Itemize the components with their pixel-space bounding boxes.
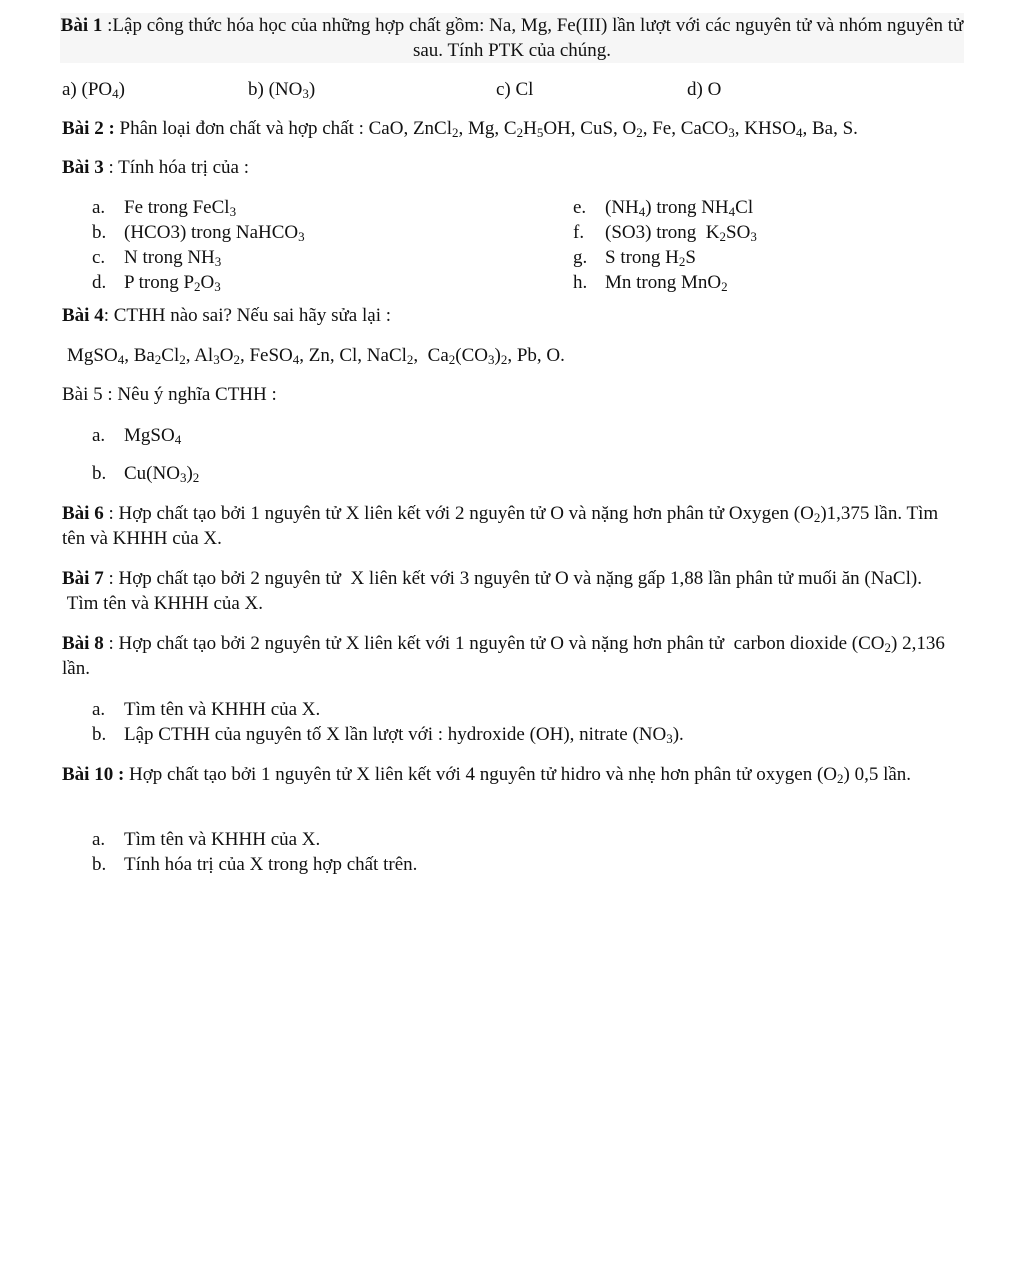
exercise-1-option-c: c) Cl bbox=[496, 79, 534, 100]
exercise-3-title: Bài 3 bbox=[62, 157, 104, 178]
exercise-7 bbox=[62, 566, 962, 616]
exercise-2-text: Phân loại đơn chất và hợp chất : CaO, ZnCl$_2$, Mg, $C_2H_5OH$, CuS, $O_2$, Fe, CaCO$_3$, $KHSO_4$, Ba, S. bbox=[114, 118, 858, 140]
exercise-3-item-g: g. S trong $H_2S$ bbox=[573, 247, 696, 269]
exercise-8-item-a: a. Tìm tên và KHHH của X. bbox=[92, 699, 321, 720]
exercise-3-item-a: a. Fe trong FeCl$_3$ bbox=[92, 197, 237, 219]
exercise-1-option-d: d) O bbox=[687, 79, 722, 100]
exercise-4-text: : CTHH nào sai? Nếu sai hãy sửa lại : bbox=[103, 305, 392, 326]
exercise-3-item-e: e. $(NH_4)$ trong $NH_4Cl$ bbox=[573, 197, 754, 219]
exercise-1 bbox=[60, 13, 964, 63]
exercise-8-text: : Hợp chất tạo bởi 2 nguyên tử X liên kết với 1 nguyên tử O và nặng hơn phân tử carbon dioxide $(CO_2)$ 2,136 lần. bbox=[62, 633, 945, 679]
exercise-5-item-a: a. MgSO$_4$ bbox=[92, 425, 182, 447]
exercise-2-title: Bài 2 : bbox=[62, 118, 115, 139]
exercise-8-title: Bài 8 bbox=[62, 633, 104, 654]
exercise-7-title: Bài 7 bbox=[62, 568, 104, 589]
exercise-3-item-h: h. Mn trong MnO$_2$ bbox=[573, 272, 728, 294]
exercise-3-item-b: b. (HCO3) trong NaHCO$_3$ bbox=[92, 222, 305, 244]
exercise-10-item-b: b. Tính hóa trị của X trong hợp chất trên. bbox=[92, 854, 418, 875]
exercise-5: Bài 5 : Nêu ý nghĩa CTHH : bbox=[62, 384, 277, 405]
exercise-3 bbox=[62, 155, 962, 180]
exercise-3-item-f: f. (SO3) trong $K_2SO_3$ bbox=[573, 222, 757, 244]
exercise-4-formulas: MgSO$_4$, $Ba_2Cl_2$, $Al_3O_2$, FeSO$_4$, Zn, Cl, NaCl$_2$, $Ca_2(CO_3)_2$, Pb, O. bbox=[67, 345, 565, 367]
exercise-10-title: Bài 10 : bbox=[62, 764, 125, 785]
exercise-6-text: : Hợp chất tạo bởi 1 nguyên tử X liên kết với 2 nguyên tử O và nặng hơn phân tử Oxygen $(O_2)1,375$ lần. Tìm tên và KHHH của X. bbox=[62, 503, 939, 549]
exercise-6 bbox=[62, 501, 962, 551]
exercise-3-item-c: c. N trong $NH_3$ bbox=[92, 247, 222, 269]
exercise-4 bbox=[62, 303, 962, 328]
exercise-1-title: Bài 1 bbox=[60, 15, 103, 36]
exercise-3-item-d: d. P trong $P_2O_3$ bbox=[92, 272, 221, 294]
exercise-1-option-b: b) $(NO_3)$ bbox=[248, 79, 316, 101]
exercise-2 bbox=[62, 116, 962, 141]
exercise-7-text: : Hợp chất tạo bởi 2 nguyên tử X liên kết với 3 nguyên tử O và nặng gấp 1,88 lần phân tử muối ăn (NaCl). Tìm tên và KHHH của X. bbox=[62, 568, 922, 614]
exercise-1-option-a: a) $(PO_4)$ bbox=[62, 79, 125, 101]
exercise-8-item-b: b. Lập CTHH của nguyên tố X lần lượt với : hydroxide (OH), nitrate $(NO_3)$. bbox=[92, 724, 684, 746]
exercise-8 bbox=[62, 631, 962, 681]
exercise-10 bbox=[62, 762, 962, 787]
exercise-6-title: Bài 6 bbox=[62, 503, 104, 524]
exercise-10-text: Hợp chất tạo bởi 1 nguyên tử X liên kết với 4 nguyên tử hidro và nhẹ hơn phân tử oxygen $(O_2)$ 0,5 lần. bbox=[124, 764, 912, 786]
exercise-1-text: :Lập công thức hóa học của những hợp chất gồm: Na, Mg, Fe(III) lần lượt với các nguyên tử và nhóm nguyên tử sau. Tính PTK của chúng. bbox=[102, 15, 964, 61]
exercise-10-item-a: a. Tìm tên và KHHH của X. bbox=[92, 829, 321, 850]
exercise-5-item-b: b. $Cu(NO_3)_2$ bbox=[92, 463, 200, 485]
exercise-3-text: : Tính hóa trị của : bbox=[103, 157, 249, 178]
exercise-4-title: Bài 4 bbox=[62, 305, 104, 326]
